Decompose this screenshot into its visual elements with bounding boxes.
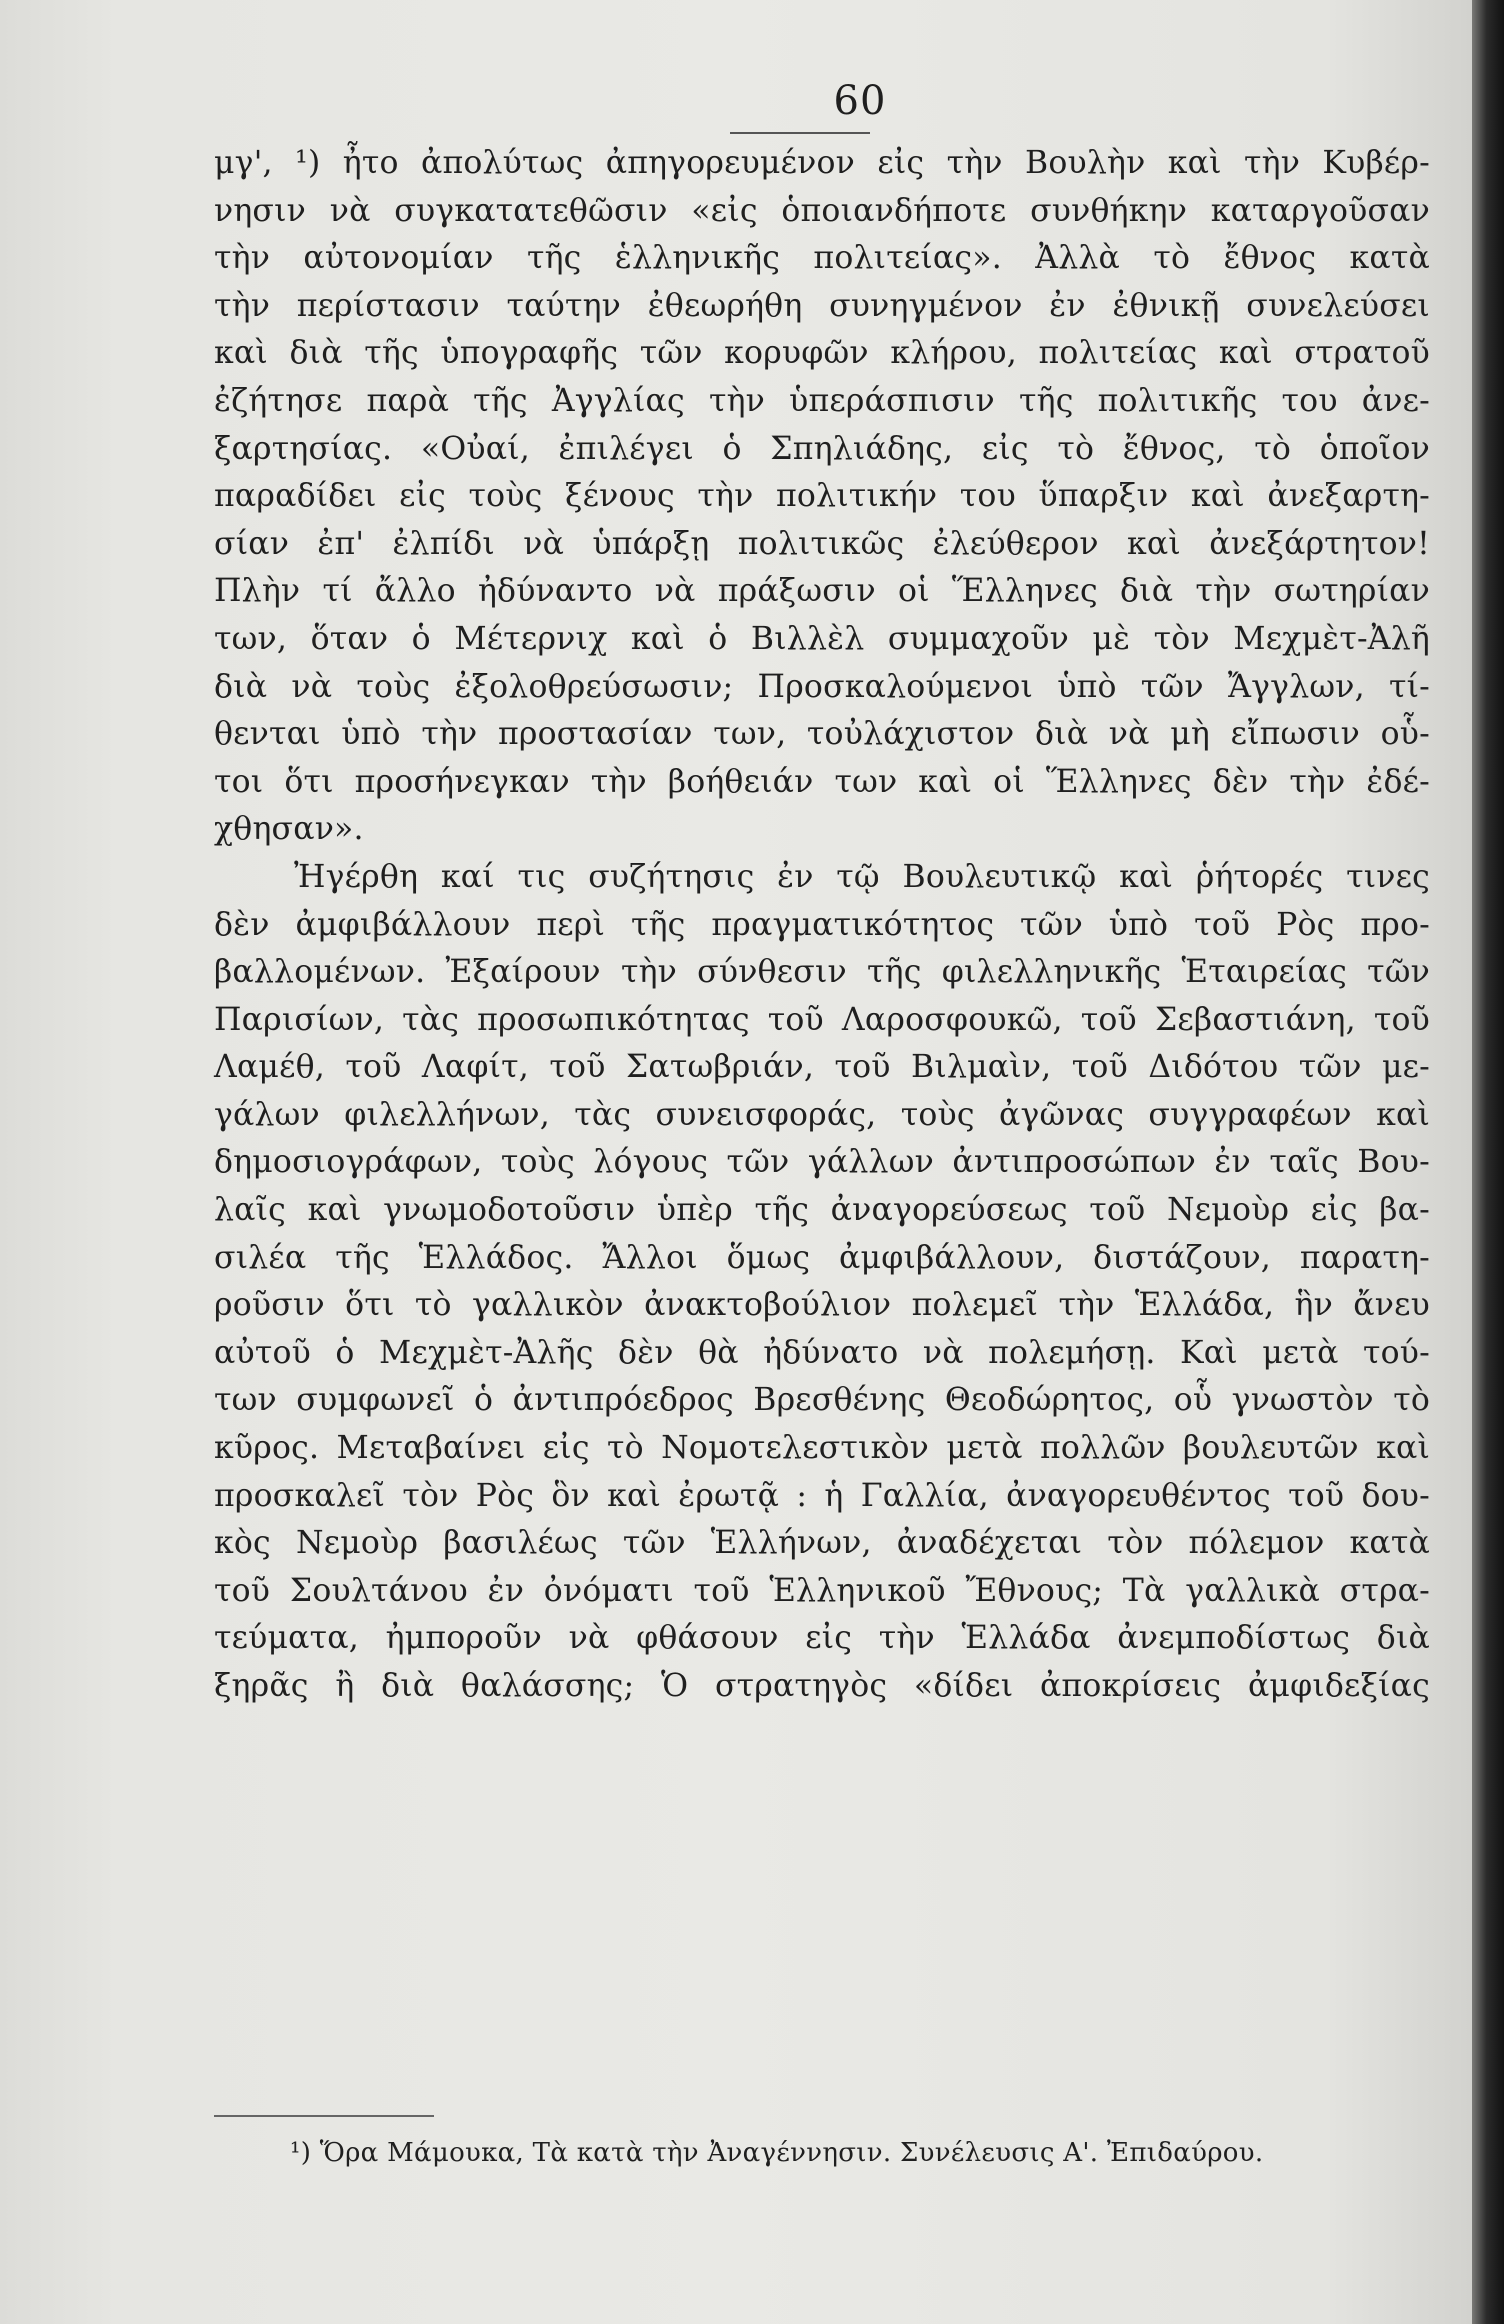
text-line: Λαμέθ, τοῦ Λαφίτ, τοῦ Σατωβριάν, τοῦ Βιλμαὶν, τοῦ Διδότου τῶν με- — [214, 1049, 1430, 1086]
text-line: τὴν περίστασιν ταύτην ἐθεωρήθη συνηγμένον ἐν ἐθνικῇ συνελεύσει — [214, 287, 1430, 324]
text-line: σιλέα τῆς Ἑλλάδος. Ἄλλοι ὅμως ἀμφιβάλλουν, διστάζουν, παρατη- — [214, 1239, 1430, 1276]
text-line: παραδίδει εἰς τοὺς ξένους τὴν πολιτικήν του ὕπαρξιν καὶ ἀνεξαρτη- — [214, 478, 1430, 515]
book-gutter-shadow — [1472, 0, 1504, 2324]
text-line: αὐτοῦ ὁ Μεχμὲτ-Ἀλῆς δὲν θὰ ἠδύνατο νὰ πολεμήσῃ. Καὶ μετὰ τού- — [214, 1334, 1430, 1371]
footnote-rule — [214, 2115, 434, 2117]
footnote: ¹) Ὅρα Μάμουκα, Τὰ κατὰ τὴν Ἀναγέννησιν. Συνέλευσις Α'. Ἐπιδαύρου. — [290, 2138, 1264, 2168]
text-line: βαλλομένων. Ἐξαίρουν τὴν σύνθεσιν τῆς φιλελληνικῆς Ἑταιρείας τῶν — [214, 954, 1430, 991]
text-line: χθησαν». — [214, 811, 364, 848]
text-line: κὸς Νεμοὺρ βασιλέως τῶν Ἑλλήνων, ἀναδέχεται τὸν πόλεμον κατὰ — [214, 1525, 1430, 1562]
text-line: Ἠγέρθη καί τις συζήτησις ἐν τῷ Βουλευτικῷ καὶ ῥήτορές τινες — [294, 858, 1430, 895]
text-line: ξαρτησίας. «Οὐαί, ἐπιλέγει ὁ Σπηλιάδης, εἰς τὸ ἔθνος, τὸ ὁποῖον — [214, 430, 1430, 467]
body-text — [214, 140, 1430, 1711]
text-line: θενται ὑπὸ τὴν προστασίαν των, τοὐλάχιστον διὰ νὰ μὴ εἴπωσιν οὗ- — [214, 716, 1430, 753]
text-line: Πλὴν τί ἄλλο ἠδύναντο νὰ πράξωσιν οἱ Ἕλληνες διὰ τὴν σωτηρίαν — [214, 573, 1430, 610]
text-line: τοῦ Σουλτάνου ἐν ὀνόματι τοῦ Ἑλληνικοῦ Ἔθνους; Τὰ γαλλικὰ στρα- — [214, 1572, 1430, 1609]
text-line: προσκαλεῖ τὸν Ρὸς ὃν καὶ ἐρωτᾷ : ἡ Γαλλία, ἀναγορευθέντος τοῦ δου- — [214, 1477, 1430, 1514]
text-line: τὴν αὐτονομίαν τῆς ἑλληνικῆς πολιτείας». Ἀλλὰ τὸ ἔθνος κατὰ — [214, 240, 1430, 277]
text-line: των, ὅταν ὁ Μέτερνιχ καὶ ὁ Βιλλὲλ συμμαχοῦν μὲ τὸν Μεχμὲτ-Ἀλῆ — [214, 620, 1430, 657]
text-line: λαῖς καὶ γνωμοδοτοῦσιν ὑπὲρ τῆς ἀναγορεύσεως τοῦ Νεμοὺρ εἰς βα- — [214, 1192, 1430, 1229]
text-line: νησιν νὰ συγκατατεθῶσιν «εἰς ὁποιανδήποτε συνθήκην καταργοῦσαν — [214, 192, 1430, 229]
page-number: 60 — [833, 78, 887, 124]
text-line: δημοσιογράφων, τοὺς λόγους τῶν γάλλων ἀντιπροσώπων ἐν ταῖς Βου- — [214, 1144, 1430, 1181]
text-line: κῦρος. Μεταβαίνει εἰς τὸ Νομοτελεστικὸν μετὰ πολλῶν βουλευτῶν καὶ — [214, 1430, 1430, 1467]
text-line: Παρισίων, τὰς προσωπικότητας τοῦ Λαροσφουκῶ, τοῦ Σεβαστιάνη, τοῦ — [214, 1001, 1430, 1038]
text-line: ροῦσιν ὅτι τὸ γαλλικὸν ἀνακτοβούλιον πολεμεῖ τὴν Ἑλλάδα, ἣν ἄνευ — [214, 1287, 1430, 1324]
text-line: δὲν ἀμφιβάλλουν περὶ τῆς πραγματικότητος τῶν ὑπὸ τοῦ Ρὸς προ- — [214, 906, 1430, 943]
text-line: διὰ νὰ τοὺς ἐξολοθρεύσωσιν; Προσκαλούμενοι ὑπὸ τῶν Ἄγγλων, τί- — [214, 668, 1430, 705]
text-line: μγ', ¹) ἦτο ἀπολύτως ἀπηγορευμένον εἰς τὴν Βουλὴν καὶ τὴν Κυβέρ- — [214, 145, 1430, 181]
text-line: τοι ὅτι προσήνεγκαν τὴν βοήθειάν των καὶ οἱ Ἕλληνες δὲν τὴν ἐδέ- — [214, 763, 1430, 800]
text-line: των συμφωνεῖ ὁ ἀντιπρόεδρος Βρεσθένης Θεοδώρητος, οὗ γνωστὸν τὸ — [214, 1382, 1430, 1419]
text-line: τεύματα, ἠμποροῦν νὰ φθάσουν εἰς τὴν Ἑλλάδα ἀνεμποδίστως διὰ — [214, 1620, 1430, 1657]
text-line: καὶ διὰ τῆς ὑπογραφῆς τῶν κορυφῶν κλήρου, πολιτείας καὶ στρατοῦ — [214, 335, 1430, 372]
text-line: ξηρᾶς ἢ διὰ θαλάσσης; Ὁ στρατηγὸς «δίδει ἀποκρίσεις ἀμφιδεξίας — [214, 1668, 1430, 1704]
header-rule — [730, 132, 870, 134]
text-line: ἐζήτησε παρὰ τῆς Ἀγγλίας τὴν ὑπεράσπισιν τῆς πολιτικῆς του ἀνε- — [214, 382, 1430, 419]
text-line: σίαν ἐπ' ἐλπίδι νὰ ὑπάρξῃ πολιτικῶς ἐλεύθερον καὶ ἀνεξάρτητον! — [214, 525, 1430, 562]
text-line: γάλων φιλελλήνων, τὰς συνεισφοράς, τοὺς ἀγῶνας συγγραφέων καὶ — [214, 1096, 1430, 1133]
